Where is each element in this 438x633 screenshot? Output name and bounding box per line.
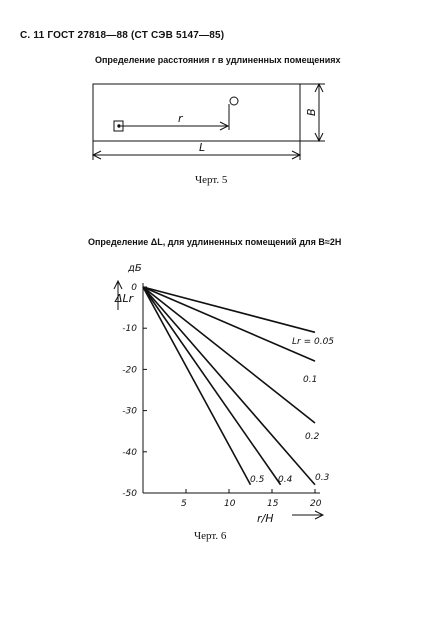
figure6-title: Определение ΔL, для удлиненных помещений для B≈2H xyxy=(88,237,342,247)
page-header: С. 11 ГОСТ 27818—88 (СТ СЭВ 5147—85) xyxy=(20,30,225,41)
series-label-5: 0.5 xyxy=(250,475,265,485)
y-tick-label: -10 xyxy=(122,324,137,335)
y-tick-label: -30 xyxy=(122,406,137,417)
series-line-0 xyxy=(143,287,315,332)
series-line-3 xyxy=(143,287,318,485)
y-tick-label: 0 xyxy=(131,283,137,293)
y-unit-label: дБ xyxy=(128,263,142,274)
x-tick-label: 5 xyxy=(181,499,187,509)
y-axis-label: ΔLr xyxy=(115,292,134,305)
series-label-0: Lr = 0.05 xyxy=(292,337,335,347)
x-axis-label: r/H xyxy=(257,512,274,525)
series-label-2: 0.2 xyxy=(305,432,320,442)
y-tick-label: -40 xyxy=(122,447,137,458)
series-line-5 xyxy=(143,287,251,485)
figure5-title: Определение расстояния r в удлиненных помещениях xyxy=(95,55,341,65)
x-tick-label: 20 xyxy=(310,499,322,509)
x-tick-label: 15 xyxy=(267,499,279,509)
series-line-2 xyxy=(143,287,318,423)
y-tick-label: -50 xyxy=(122,489,137,499)
r-label: r xyxy=(178,112,183,125)
figure6-caption: Черт. 6 xyxy=(194,530,227,542)
figure5-caption: Черт. 5 xyxy=(195,174,228,186)
series-label-4: 0.4 xyxy=(278,475,293,485)
series-label-1: 0.1 xyxy=(303,375,318,385)
series-label-3: 0.3 xyxy=(315,473,330,483)
l-label: L xyxy=(199,141,206,154)
x-tick-label: 10 xyxy=(224,499,236,509)
y-tick-label: -20 xyxy=(122,365,137,376)
b-label: B xyxy=(305,108,318,116)
